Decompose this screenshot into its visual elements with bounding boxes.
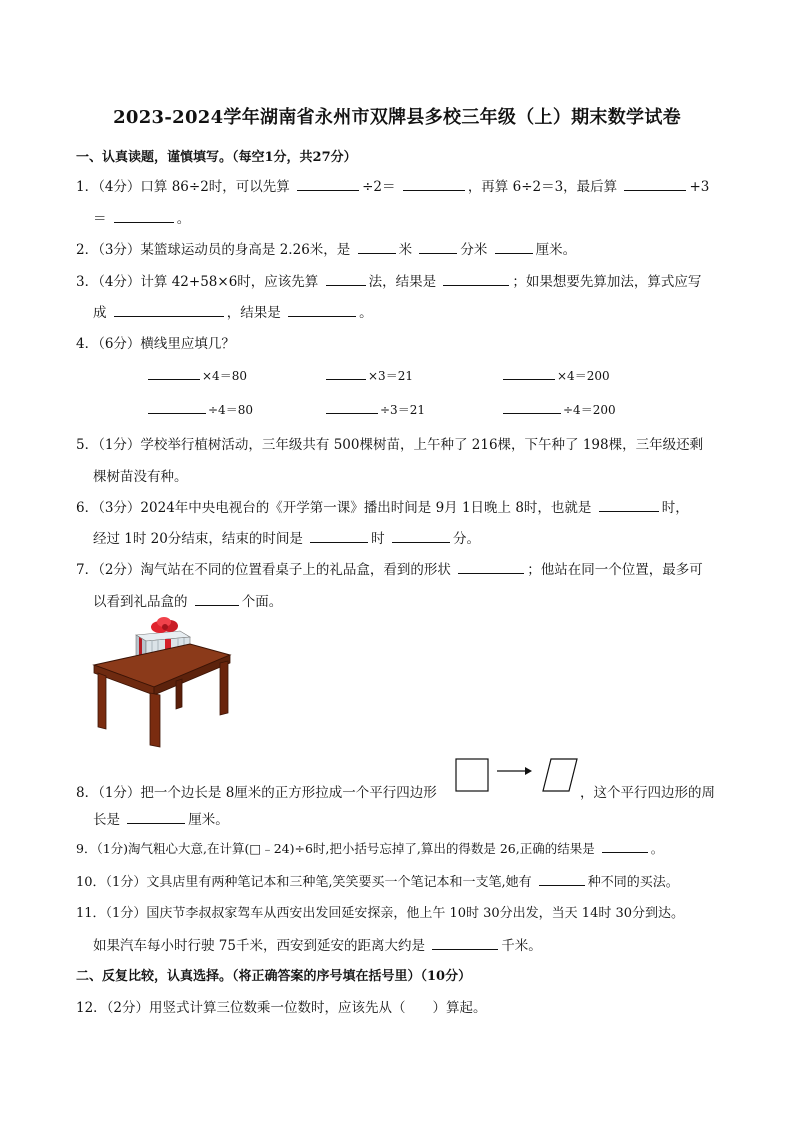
question-4 — [76, 332, 235, 352]
square-to-parallelogram-figure — [455, 758, 579, 794]
q4-equation: ÷4＝80 — [208, 403, 253, 417]
q3-text: ；如果想要先算加法，算式应写 — [512, 274, 702, 290]
q1-text: 。 — [176, 211, 191, 227]
q4-item — [503, 401, 616, 418]
question-7 — [76, 558, 703, 578]
question-5-cont — [93, 465, 188, 485]
question-9 — [76, 839, 663, 857]
answer-blank[interactable] — [432, 936, 498, 950]
q4-equation: ×4＝80 — [202, 369, 247, 383]
square-icon — [456, 759, 488, 791]
answer-blank[interactable] — [458, 560, 524, 574]
answer-blank[interactable] — [419, 240, 457, 254]
q4-equation: ÷3＝21 — [380, 403, 425, 417]
answer-blank[interactable] — [326, 402, 378, 414]
question-8 — [76, 781, 437, 801]
q3-text: 。 — [359, 305, 373, 321]
q3-text: ，结果是 — [226, 305, 281, 321]
answer-blank[interactable] — [599, 498, 659, 512]
question-7-cont — [93, 590, 282, 610]
q2-text: 米 — [398, 242, 413, 258]
question-5 — [76, 433, 703, 453]
section-2-heading: 二、反复比较，认真选择。（将正确答案的序号填在括号里）（10分） — [76, 969, 472, 984]
q8-text: 8．（1分）把一个边长是 8厘米的正方形拉成一个平行四边形 — [76, 785, 437, 801]
q6-text: 经过 1时 20分结束，结束的时间是 — [93, 531, 303, 547]
q4-equation: ×3＝21 — [368, 369, 413, 383]
question-6-cont — [93, 527, 480, 547]
question-1-cont — [93, 207, 190, 227]
q11-text: 11．（1分）国庆节李叔叔家驾车从西安出发回延安探亲，他上午 10时 30分出发，当天 14时 30分到达。 — [76, 906, 685, 921]
answer-blank[interactable] — [288, 303, 356, 317]
answer-blank[interactable] — [114, 303, 224, 317]
question-6 — [76, 496, 689, 516]
q4-text: 4．（6分）横线里应填几？ — [76, 336, 235, 352]
question-12 — [76, 996, 487, 1016]
q6-text: 时 — [371, 531, 385, 547]
q2-text: 2．（3分）某篮球运动员的身高是 2.26米，是 — [76, 242, 351, 258]
answer-blank[interactable] — [503, 368, 555, 380]
question-3 — [76, 270, 701, 290]
answer-blank[interactable] — [495, 240, 533, 254]
q6-text: 时， — [661, 500, 689, 516]
q4-item — [326, 367, 413, 384]
q8-text: ，这个平行四边形的周 — [580, 785, 715, 801]
answer-blank[interactable] — [624, 177, 686, 191]
table-gift-illustration — [92, 617, 232, 752]
question-3-cont — [93, 301, 373, 321]
answer-blank[interactable] — [503, 402, 561, 414]
q1-text: ÷2＝ — [362, 179, 396, 195]
q5-text: 棵树苗没有种。 — [93, 469, 188, 485]
question-8-tail — [580, 781, 715, 801]
answer-blank[interactable] — [392, 529, 450, 543]
answer-blank[interactable] — [114, 209, 174, 223]
q10-text: 种不同的买法。 — [587, 875, 679, 890]
q12-text: 12．（2分）用竖式计算三位数乘一位数时，应该先从（ ）算起。 — [76, 1000, 487, 1016]
q2-text: 分米 — [460, 242, 488, 258]
q1-text: +3 — [689, 179, 710, 195]
q7-text: 7．（2分）淘气站在不同的位置看桌子上的礼品盒，看到的形状 — [76, 562, 451, 578]
answer-blank[interactable] — [310, 529, 368, 543]
q10-text: 10．（1分）文具店里有两种笔记本和三种笔,笑笑要买一个笔记本和一支笔,她有 — [76, 875, 532, 890]
q7-text: 以看到礼品盒的 — [93, 594, 188, 610]
answer-blank[interactable] — [127, 810, 185, 824]
arrow-right-icon — [497, 767, 532, 775]
answer-blank[interactable] — [403, 177, 465, 191]
answer-blank[interactable] — [326, 368, 366, 380]
answer-blank[interactable] — [326, 272, 366, 286]
page-title: 2023-2024学年湖南省永州市双牌县多校三年级（上）期末数学试卷 — [113, 107, 681, 128]
question-8-cont — [93, 808, 229, 828]
q11-text: 千米。 — [501, 938, 542, 954]
q4-item — [148, 401, 253, 418]
q8-text: 长是 — [93, 812, 120, 828]
table-icon — [94, 644, 230, 747]
q7-text: 个面。 — [241, 594, 283, 610]
q1-text: 1．（4分）口算 86÷2时，可以先算 — [76, 179, 290, 195]
q6-text: 6．（3分）2024年中央电视台的《开学第一课》播出时间是 9月 1日晚上 8时，也就是 — [76, 500, 592, 516]
q4-item — [148, 367, 247, 384]
q3-text: 成 — [93, 305, 107, 321]
q1-text: ，再算 6÷2＝3，最后算 — [467, 179, 618, 195]
q3-text: 法，结果是 — [368, 274, 437, 290]
answer-blank[interactable] — [602, 839, 648, 853]
q7-text: ；他站在同一个位置，最多可 — [527, 562, 703, 578]
parallelogram-icon — [543, 759, 577, 791]
question-11-cont — [93, 934, 542, 954]
question-2 — [76, 238, 576, 258]
q4-equation: ÷4＝200 — [563, 403, 616, 417]
q4-item — [503, 367, 610, 384]
q11-text: 如果汽车每小时行驶 75千米，西安到延安的距离大约是 — [93, 938, 425, 954]
q4-item — [326, 401, 425, 418]
q2-text: 厘米。 — [535, 242, 577, 258]
q3-text: 3．（4分）计算 42+58×6时，应该先算 — [76, 274, 319, 290]
answer-blank[interactable] — [148, 402, 206, 414]
answer-blank[interactable] — [148, 368, 200, 380]
question-10 — [76, 871, 679, 890]
q9-text: 9．（1分)淘气粗心大意,在计算(□﹣24)÷6时,把小括号忘掉了,算出的得数是 26,正确的结果是 — [76, 841, 595, 856]
q9-text: 。 — [650, 841, 664, 856]
section-1-heading: 一、认真读题，谨慎填写。（每空1分，共27分） — [76, 150, 357, 165]
question-1 — [76, 175, 709, 195]
q8-text: 厘米。 — [188, 812, 229, 828]
answer-blank[interactable] — [539, 872, 585, 886]
answer-blank[interactable] — [443, 272, 509, 286]
answer-blank[interactable] — [195, 592, 239, 606]
question-11 — [76, 902, 684, 921]
answer-blank[interactable] — [358, 240, 396, 254]
q6-text: 分。 — [452, 531, 480, 547]
answer-blank[interactable] — [297, 177, 359, 191]
q4-equation: ×4＝200 — [557, 369, 610, 383]
q1-text: ＝ — [93, 211, 107, 227]
q5-text: 5．（1分）学校举行植树活动，三年级共有 500棵树苗，上午种了 216棵，下午种了 198棵，三年级还剩 — [76, 437, 704, 453]
